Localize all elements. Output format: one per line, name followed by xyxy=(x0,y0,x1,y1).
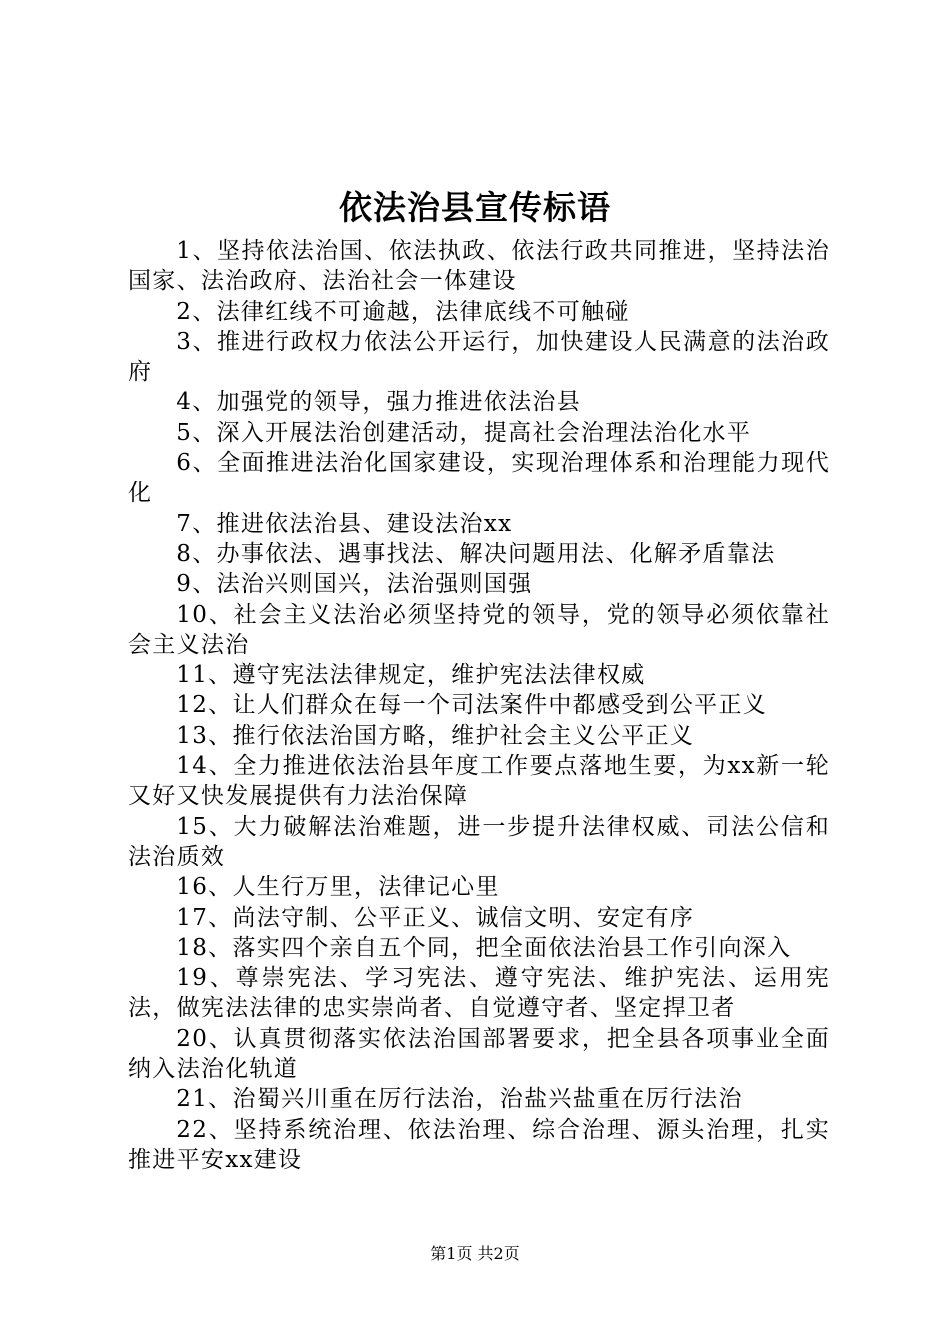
page-title: 依法治县宣传标语 xyxy=(339,188,611,227)
list-item: 22、坚持系统治理、依法治理、综合治理、源头治理，扎实推进平安xx建设 xyxy=(128,1116,830,1173)
list-item: 6、全面推进法治化国家建设，实现治理体系和治理能力现代化 xyxy=(128,450,830,507)
list-item: 14、全力推进依法治县年度工作要点落地生要，为xx新一轮又好又快发展提供有力法治保障 xyxy=(128,753,830,810)
list-item: 12、让人们群众在每一个司法案件中都感受到公平正义 xyxy=(176,692,768,719)
list-item: 7、推进依法治县、建设法治xx xyxy=(176,510,513,537)
list-item: 4、加强党的领导，强力推进依法治县 xyxy=(176,389,582,416)
list-item: 13、推行依法治国方略，维护社会主义公平正义 xyxy=(176,722,695,749)
list-item: 17、尚法守制、公平正义、诚信文明、安定有序 xyxy=(176,904,695,931)
list-item: 20、认真贯彻落实依法治国部署要求，把全县各项事业全面纳入法治化轨道 xyxy=(128,1025,830,1083)
page-number: 第1页 共2页 xyxy=(430,1244,520,1263)
list-item: 18、落实四个亲自五个同，把全面依法治县工作引向深入 xyxy=(176,934,792,961)
list-item: 16、人生行万里，法律记心里 xyxy=(176,874,500,901)
list-item: 10、社会主义法治必须坚持党的领导，党的领导必须依靠社会主义法治 xyxy=(128,601,830,658)
slogan-list xyxy=(128,236,830,1175)
list-item: 15、大力破解法治难题，进一步提升法律权威、司法公信和法治质效 xyxy=(128,813,830,870)
list-item: 8、办事依法、遇事找法、解决问题用法、化解矛盾靠法 xyxy=(176,540,776,567)
list-item: 2、法律红线不可逾越，法律底线不可触碰 xyxy=(176,298,630,325)
list-item: 19、尊崇宪法、学习宪法、遵守宪法、维护宪法、运用宪法，做宪法法律的忠实崇尚者、自觉遵守者、坚定捍卫者 xyxy=(128,965,830,1022)
list-item: 3、推进行政权力依法公开运行，加快建设人民满意的法治政府 xyxy=(128,328,830,386)
list-item: 9、法治兴则国兴，法治强则国强 xyxy=(176,571,533,598)
list-item: 21、治蜀兴川重在厉行法治，治盐兴盐重在厉行法治 xyxy=(176,1086,743,1113)
list-item: 5、深入开展法治创建活动，提高社会治理法治化水平 xyxy=(176,419,752,446)
list-item: 11、遵守宪法法律规定，维护宪法法律权威 xyxy=(176,662,646,689)
list-item: 1、坚持依法治国、依法执政、依法行政共同推进，坚持法治国家、法治政府、法治社会一体建设 xyxy=(128,238,830,295)
